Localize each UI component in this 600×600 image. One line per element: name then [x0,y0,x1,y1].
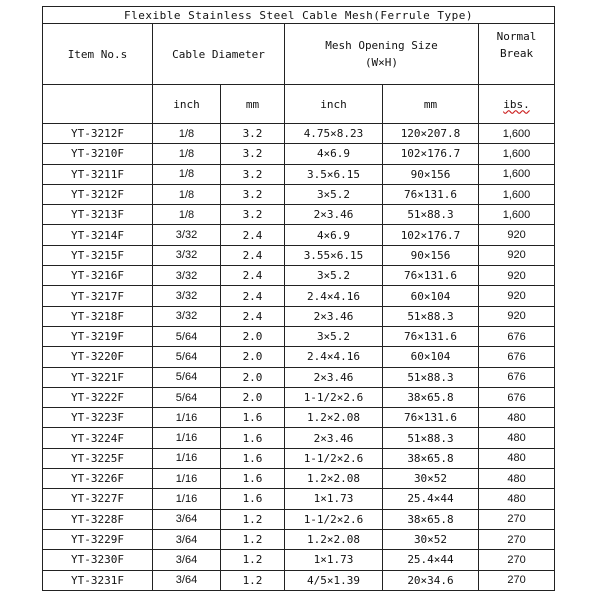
cell-cable-inch: 3/32 [153,286,221,306]
cell-mesh-mm: 90×156 [383,164,479,184]
cell-mesh-mm: 38×65.8 [383,387,479,407]
cell-mesh-inch: 2.4×4.16 [285,347,383,367]
cell-break-load: 676 [479,326,555,346]
cell-cable-mm: 1.6 [221,489,285,509]
table-row [43,529,555,549]
cell-mesh-mm: 51×88.3 [383,428,479,448]
header-row [43,24,555,85]
cell-break-load: 480 [479,489,555,509]
cell-mesh-inch: 3×5.2 [285,266,383,286]
cell-item-no: YT-3219F [43,326,153,346]
cell-mesh-inch: 4×6.9 [285,225,383,245]
cell-mesh-mm: 25.4×44 [383,550,479,570]
cell-item-no: YT-3218F [43,306,153,326]
cell-mesh-inch: 4.75×8.23 [285,124,383,144]
cell-item-no: YT-3223F [43,408,153,428]
cell-cable-inch: 3/32 [153,306,221,326]
cell-break-load: 1,600 [479,164,555,184]
cell-cable-inch: 1/8 [153,124,221,144]
cell-cable-inch: 1/8 [153,144,221,164]
unit-row [43,85,555,124]
cell-break-load: 1,600 [479,144,555,164]
cell-item-no: YT-3230F [43,550,153,570]
cell-mesh-inch: 1.2×2.08 [285,529,383,549]
cell-mesh-inch: 1×1.73 [285,550,383,570]
table-row [43,164,555,184]
unit-mesh-inch: inch [285,85,383,124]
cell-cable-mm: 2.4 [221,306,285,326]
cell-break-load: 676 [479,387,555,407]
table-row [43,489,555,509]
cell-mesh-mm: 60×104 [383,347,479,367]
cell-mesh-mm: 38×65.8 [383,448,479,468]
cell-mesh-mm: 25.4×44 [383,489,479,509]
cell-break-load: 1,600 [479,184,555,204]
table-row [43,428,555,448]
cell-mesh-inch: 3.55×6.15 [285,245,383,265]
cell-break-load: 920 [479,306,555,326]
cell-mesh-inch: 4×6.9 [285,144,383,164]
cell-item-no: YT-3211F [43,164,153,184]
cell-item-no: YT-3221F [43,367,153,387]
header-cable-diameter: Cable Diameter [153,24,285,85]
table-row [43,448,555,468]
cell-cable-mm: 3.2 [221,164,285,184]
cell-mesh-mm: 51×88.3 [383,306,479,326]
cell-mesh-inch: 3×5.2 [285,326,383,346]
cell-cable-inch: 3/64 [153,570,221,590]
cell-cable-mm: 3.2 [221,144,285,164]
cell-mesh-inch: 1-1/2×2.6 [285,387,383,407]
cell-mesh-mm: 76×131.6 [383,326,479,346]
table-row [43,306,555,326]
cell-item-no: YT-3222F [43,387,153,407]
table-row [43,205,555,225]
cell-cable-mm: 1.2 [221,570,285,590]
cell-item-no: YT-3229F [43,529,153,549]
cell-cable-inch: 3/64 [153,550,221,570]
cell-item-no: YT-3217F [43,286,153,306]
cell-item-no: YT-3215F [43,245,153,265]
cell-mesh-mm: 120×207.8 [383,124,479,144]
cell-cable-inch: 3/64 [153,529,221,549]
header-normal-break: Normal Break [479,24,555,85]
table-row [43,184,555,204]
header-mesh-opening [285,24,479,85]
cell-break-load: 1,600 [479,205,555,225]
table-row [43,509,555,529]
cell-item-no: YT-3225F [43,448,153,468]
cell-cable-inch: 3/32 [153,225,221,245]
table-row [43,570,555,590]
cell-cable-inch: 5/64 [153,367,221,387]
cell-cable-inch: 1/16 [153,489,221,509]
table-title: Flexible Stainless Steel Cable Mesh(Ferrule Type) [43,7,555,24]
cell-cable-inch: 1/8 [153,184,221,204]
table-row [43,367,555,387]
cell-break-load: 480 [479,448,555,468]
table-row [43,245,555,265]
cell-mesh-inch: 3.5×6.15 [285,164,383,184]
cell-break-load: 1,600 [479,124,555,144]
cell-cable-mm: 1.2 [221,509,285,529]
cell-mesh-mm: 76×131.6 [383,408,479,428]
cell-cable-inch: 1/16 [153,469,221,489]
unit-break-ibs-text: ibs. [503,97,530,111]
table-row [43,387,555,407]
unit-mesh-mm: mm [383,85,479,124]
cell-break-load: 676 [479,347,555,367]
cell-cable-inch: 1/16 [153,408,221,428]
cell-mesh-inch: 1.2×2.08 [285,408,383,428]
cell-cable-mm: 2.4 [221,286,285,306]
cell-cable-mm: 1.6 [221,448,285,468]
cell-cable-mm: 3.2 [221,124,285,144]
unit-break-ibs [479,85,555,124]
cell-item-no: YT-3228F [43,509,153,529]
cell-mesh-inch: 1-1/2×2.6 [285,448,383,468]
cell-mesh-mm: 76×131.6 [383,266,479,286]
cell-mesh-inch: 2×3.46 [285,367,383,387]
cell-item-no: YT-3226F [43,469,153,489]
table-row [43,286,555,306]
cell-mesh-inch: 1×1.73 [285,489,383,509]
cell-cable-mm: 2.0 [221,347,285,367]
cell-item-no: YT-3210F [43,144,153,164]
cell-cable-mm: 1.6 [221,408,285,428]
cell-mesh-mm: 30×52 [383,469,479,489]
header-item-no: Item No.s [43,24,153,85]
cell-cable-inch: 3/32 [153,245,221,265]
cell-mesh-mm: 20×34.6 [383,570,479,590]
cell-mesh-mm: 38×65.8 [383,509,479,529]
cell-item-no: YT-3212F [43,124,153,144]
cell-mesh-mm: 51×88.3 [383,205,479,225]
cell-item-no: YT-3231F [43,570,153,590]
cell-break-load: 270 [479,570,555,590]
unit-cable-mm: mm [221,85,285,124]
header-mesh-opening-line2: (W×H) [364,56,399,69]
cell-break-load: 676 [479,367,555,387]
unit-cable-inch: inch [153,85,221,124]
cell-item-no: YT-3227F [43,489,153,509]
cell-break-load: 480 [479,428,555,448]
table-body [43,124,555,591]
cell-item-no: YT-3220F [43,347,153,367]
table-row [43,550,555,570]
cell-mesh-mm: 51×88.3 [383,367,479,387]
cell-cable-inch: 1/8 [153,164,221,184]
cell-break-load: 920 [479,266,555,286]
cell-break-load: 480 [479,469,555,489]
cell-mesh-inch: 4/5×1.39 [285,570,383,590]
cell-item-no: YT-3213F [43,205,153,225]
table-row [43,124,555,144]
cell-cable-mm: 3.2 [221,205,285,225]
cell-break-load: 480 [479,408,555,428]
cell-break-load: 270 [479,550,555,570]
cell-mesh-mm: 102×176.7 [383,225,479,245]
cell-cable-mm: 3.2 [221,184,285,204]
cell-cable-mm: 2.0 [221,326,285,346]
cell-mesh-mm: 90×156 [383,245,479,265]
cell-mesh-inch: 2.4×4.16 [285,286,383,306]
cell-mesh-inch: 1-1/2×2.6 [285,509,383,529]
header-mesh-opening-line1: Mesh Opening Size [325,39,438,52]
cell-cable-mm: 1.2 [221,529,285,549]
title-row [43,7,555,24]
table-row [43,347,555,367]
table-row [43,144,555,164]
cable-mesh-spec-table [42,6,555,591]
cell-item-no: YT-3212F [43,184,153,204]
spec-sheet [42,6,554,591]
cell-mesh-mm: 30×52 [383,529,479,549]
cell-break-load: 920 [479,225,555,245]
cell-cable-mm: 2.0 [221,367,285,387]
cell-item-no: YT-3224F [43,428,153,448]
table-row [43,225,555,245]
cell-mesh-mm: 60×104 [383,286,479,306]
cell-cable-inch: 5/64 [153,326,221,346]
cell-cable-mm: 2.0 [221,387,285,407]
table-row [43,326,555,346]
cell-break-load: 270 [479,529,555,549]
cell-cable-mm: 1.2 [221,550,285,570]
cell-mesh-mm: 102×176.7 [383,144,479,164]
cell-cable-inch: 5/64 [153,347,221,367]
cell-cable-inch: 1/16 [153,428,221,448]
cell-item-no: YT-3216F [43,266,153,286]
cell-cable-mm: 2.4 [221,266,285,286]
cell-break-load: 920 [479,286,555,306]
cell-item-no: YT-3214F [43,225,153,245]
table-row [43,469,555,489]
cell-mesh-inch: 1.2×2.08 [285,469,383,489]
cell-cable-mm: 2.4 [221,245,285,265]
cell-cable-mm: 2.4 [221,225,285,245]
cell-mesh-inch: 2×3.46 [285,205,383,225]
cell-cable-inch: 3/32 [153,266,221,286]
cell-mesh-inch: 3×5.2 [285,184,383,204]
cell-mesh-inch: 2×3.46 [285,428,383,448]
cell-cable-mm: 1.6 [221,469,285,489]
cell-cable-inch: 1/16 [153,448,221,468]
cell-break-load: 920 [479,245,555,265]
cell-mesh-inch: 2×3.46 [285,306,383,326]
unit-item-blank [43,85,153,124]
cell-cable-inch: 1/8 [153,205,221,225]
cell-cable-inch: 5/64 [153,387,221,407]
table-row [43,408,555,428]
cell-mesh-mm: 76×131.6 [383,184,479,204]
cell-cable-mm: 1.6 [221,428,285,448]
table-row [43,266,555,286]
cell-cable-inch: 3/64 [153,509,221,529]
cell-break-load: 270 [479,509,555,529]
